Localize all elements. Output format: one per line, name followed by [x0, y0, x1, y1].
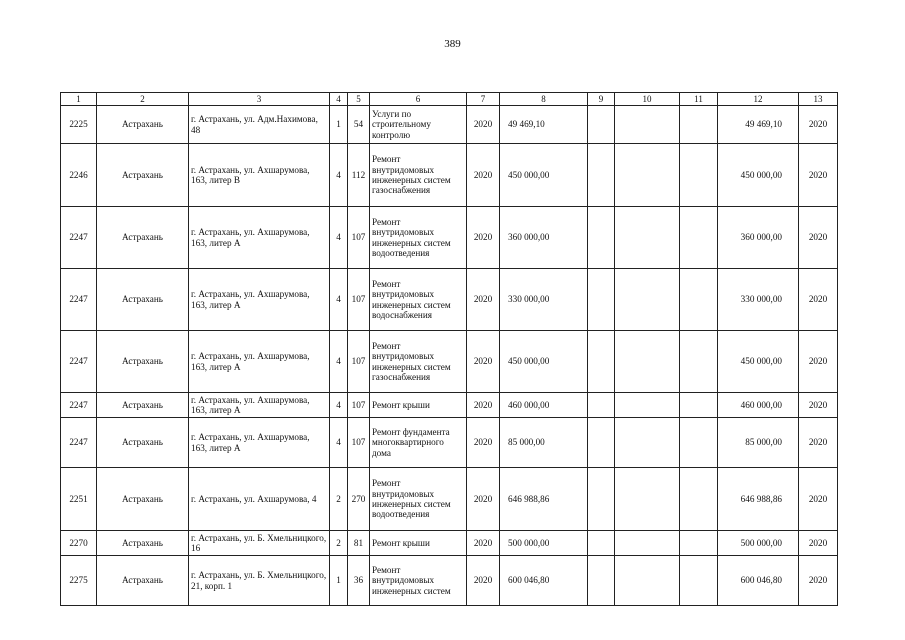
table-cell-col-11 — [680, 144, 718, 207]
table-cell-col-11 — [680, 418, 718, 468]
table-cell-col-12: 600 046,80 — [718, 556, 799, 606]
table-cell-col-1: 2251 — [61, 468, 97, 531]
table-cell-col-1: 2275 — [61, 556, 97, 606]
table-cell-col-10 — [615, 418, 680, 468]
table-cell-col-11 — [680, 106, 718, 144]
header-row — [61, 93, 838, 106]
column-header-11: 11 — [680, 93, 718, 106]
table-cell-col-6: Ремонт фундамента многоквартирного дома — [370, 418, 467, 468]
table-row — [61, 556, 838, 606]
table-cell-col-1: 2247 — [61, 269, 97, 331]
table-cell-col-3: г. Астрахань, ул. Ахшарумова, 4 — [189, 468, 330, 531]
table-cell-col-8: 450 000,00 — [500, 331, 588, 393]
table-cell-col-13: 2020 — [799, 556, 838, 606]
table-cell-col-6: Ремонт внутридомовых инженерных систем водоснабжения — [370, 269, 467, 331]
table-row — [61, 418, 838, 468]
table-cell-col-10 — [615, 531, 680, 556]
column-header-10: 10 — [615, 93, 680, 106]
table-cell-col-7: 2020 — [467, 418, 500, 468]
table-row — [61, 106, 838, 144]
table-row — [61, 531, 838, 556]
table-cell-col-10 — [615, 106, 680, 144]
table-cell-col-13: 2020 — [799, 106, 838, 144]
table-cell-col-6: Ремонт внутридомовых инженерных систем газоснабжения — [370, 331, 467, 393]
table-cell-col-1: 2247 — [61, 331, 97, 393]
table-cell-col-6: Ремонт внутридомовых инженерных систем — [370, 556, 467, 606]
table-cell-col-3: г. Астрахань, ул. Ахшарумова, 163, литер В — [189, 144, 330, 207]
column-header-4: 4 — [330, 93, 348, 106]
table-cell-col-5: 270 — [348, 468, 370, 531]
table-cell-col-7: 2020 — [467, 531, 500, 556]
table-cell-col-6: Услуги по строительному контролю — [370, 106, 467, 144]
table-cell-col-12: 450 000,00 — [718, 331, 799, 393]
table-cell-col-7: 2020 — [467, 269, 500, 331]
table-cell-col-6: Ремонт внутридомовых инженерных систем водоотведения — [370, 468, 467, 531]
table-cell-col-3: г. Астрахань, ул. Ахшарумова, 163, литер А — [189, 269, 330, 331]
table-cell-col-13: 2020 — [799, 144, 838, 207]
table-cell-col-1: 2225 — [61, 106, 97, 144]
table-cell-col-8: 330 000,00 — [500, 269, 588, 331]
table-cell-col-8: 460 000,00 — [500, 393, 588, 418]
table-cell-col-4: 1 — [330, 106, 348, 144]
table-cell-col-9 — [588, 531, 615, 556]
table-cell-col-10 — [615, 468, 680, 531]
table-cell-col-13: 2020 — [799, 207, 838, 269]
table-cell-col-5: 107 — [348, 207, 370, 269]
table-cell-col-9 — [588, 418, 615, 468]
table-cell-col-2: Астрахань — [97, 331, 189, 393]
table-cell-col-13: 2020 — [799, 531, 838, 556]
table-cell-col-10 — [615, 556, 680, 606]
table-cell-col-11 — [680, 531, 718, 556]
table-cell-col-9 — [588, 556, 615, 606]
table-cell-col-10 — [615, 144, 680, 207]
table-cell-col-5: 107 — [348, 269, 370, 331]
column-header-12: 12 — [718, 93, 799, 106]
table-cell-col-9 — [588, 269, 615, 331]
column-header-2: 2 — [97, 93, 189, 106]
table-cell-col-3: г. Астрахань, ул. Б. Хмельницкого, 16 — [189, 531, 330, 556]
table-cell-col-3: г. Астрахань, ул. Адм.Нахимова, 48 — [189, 106, 330, 144]
table-cell-col-5: 107 — [348, 418, 370, 468]
table-cell-col-1: 2246 — [61, 144, 97, 207]
table-cell-col-3: г. Астрахань, ул. Ахшарумова, 163, литер А — [189, 331, 330, 393]
table-cell-col-7: 2020 — [467, 393, 500, 418]
table-cell-col-2: Астрахань — [97, 106, 189, 144]
table-cell-col-4: 2 — [330, 531, 348, 556]
column-header-13: 13 — [799, 93, 838, 106]
table-cell-col-1: 2247 — [61, 393, 97, 418]
table-cell-col-5: 36 — [348, 556, 370, 606]
table-cell-col-2: Астрахань — [97, 393, 189, 418]
table-cell-col-4: 4 — [330, 144, 348, 207]
page-number: 389 — [444, 38, 461, 50]
table-cell-col-1: 2247 — [61, 207, 97, 269]
table-cell-col-3: г. Астрахань, ул. Ахшарумова, 163, литер А — [189, 207, 330, 269]
table-cell-col-5: 112 — [348, 144, 370, 207]
table-cell-col-4: 2 — [330, 468, 348, 531]
table-cell-col-2: Астрахань — [97, 468, 189, 531]
table-cell-col-8: 646 988,86 — [500, 468, 588, 531]
table-cell-col-11 — [680, 331, 718, 393]
table-cell-col-3: г. Астрахань, ул. Ахшарумова, 163, литер А — [189, 393, 330, 418]
table-cell-col-4: 4 — [330, 207, 348, 269]
table-cell-col-13: 2020 — [799, 331, 838, 393]
table-cell-col-10 — [615, 331, 680, 393]
table-cell-col-3: г. Астрахань, ул. Б. Хмельницкого, 21, корп. 1 — [189, 556, 330, 606]
table-cell-col-11 — [680, 207, 718, 269]
table-cell-col-6: Ремонт внутридомовых инженерных систем газоснабжения — [370, 144, 467, 207]
table-row — [61, 393, 838, 418]
table-cell-col-8: 85 000,00 — [500, 418, 588, 468]
table-cell-col-11 — [680, 269, 718, 331]
table-cell-col-12: 85 000,00 — [718, 418, 799, 468]
table-cell-col-10 — [615, 207, 680, 269]
column-header-7: 7 — [467, 93, 500, 106]
table-cell-col-11 — [680, 393, 718, 418]
table-cell-col-5: 81 — [348, 531, 370, 556]
table-cell-col-11 — [680, 556, 718, 606]
table-cell-col-12: 460 000,00 — [718, 393, 799, 418]
table-cell-col-9 — [588, 468, 615, 531]
table-cell-col-9 — [588, 331, 615, 393]
table-cell-col-13: 2020 — [799, 269, 838, 331]
column-header-9: 9 — [588, 93, 615, 106]
table-cell-col-8: 360 000,00 — [500, 207, 588, 269]
table-cell-col-4: 4 — [330, 331, 348, 393]
table-cell-col-6: Ремонт крыши — [370, 393, 467, 418]
table-cell-col-3: г. Астрахань, ул. Ахшарумова, 163, литер А — [189, 418, 330, 468]
table-cell-col-12: 450 000,00 — [718, 144, 799, 207]
table-cell-col-9 — [588, 207, 615, 269]
table-cell-col-10 — [615, 269, 680, 331]
column-header-3: 3 — [189, 93, 330, 106]
table-cell-col-1: 2247 — [61, 418, 97, 468]
table-cell-col-1: 2270 — [61, 531, 97, 556]
table-cell-col-12: 360 000,00 — [718, 207, 799, 269]
table-cell-col-7: 2020 — [467, 468, 500, 531]
table-row — [61, 144, 838, 207]
table-cell-col-4: 4 — [330, 418, 348, 468]
column-header-5: 5 — [348, 93, 370, 106]
table-cell-col-7: 2020 — [467, 331, 500, 393]
table-cell-col-6: Ремонт крыши — [370, 531, 467, 556]
table-cell-col-7: 2020 — [467, 144, 500, 207]
table-cell-col-7: 2020 — [467, 106, 500, 144]
table-cell-col-8: 500 000,00 — [500, 531, 588, 556]
table-cell-col-6: Ремонт внутридомовых инженерных систем водоотведения — [370, 207, 467, 269]
table-cell-col-2: Астрахань — [97, 531, 189, 556]
table-cell-col-5: 107 — [348, 393, 370, 418]
table-cell-col-12: 500 000,00 — [718, 531, 799, 556]
table-cell-col-12: 646 988,86 — [718, 468, 799, 531]
table-cell-col-2: Астрахань — [97, 418, 189, 468]
table-cell-col-7: 2020 — [467, 556, 500, 606]
table-cell-col-10 — [615, 393, 680, 418]
table-cell-col-13: 2020 — [799, 468, 838, 531]
table-cell-col-12: 49 469,10 — [718, 106, 799, 144]
table-cell-col-9 — [588, 106, 615, 144]
table-cell-col-2: Астрахань — [97, 207, 189, 269]
table-cell-col-11 — [680, 468, 718, 531]
table-cell-col-13: 2020 — [799, 393, 838, 418]
table-cell-col-13: 2020 — [799, 418, 838, 468]
table-cell-col-8: 450 000,00 — [500, 144, 588, 207]
table-cell-col-4: 1 — [330, 556, 348, 606]
table-cell-col-2: Астрахань — [97, 556, 189, 606]
table-cell-col-2: Астрахань — [97, 269, 189, 331]
table-cell-col-5: 107 — [348, 331, 370, 393]
register-table — [60, 92, 838, 606]
column-header-1: 1 — [61, 93, 97, 106]
table-row — [61, 207, 838, 269]
column-header-6: 6 — [370, 93, 467, 106]
table-cell-col-8: 600 046,80 — [500, 556, 588, 606]
table-cell-col-4: 4 — [330, 269, 348, 331]
table-cell-col-9 — [588, 393, 615, 418]
table-cell-col-9 — [588, 144, 615, 207]
table-cell-col-8: 49 469,10 — [500, 106, 588, 144]
table-row — [61, 331, 838, 393]
table-cell-col-5: 54 — [348, 106, 370, 144]
table-row — [61, 269, 838, 331]
table-cell-col-4: 4 — [330, 393, 348, 418]
table-cell-col-7: 2020 — [467, 207, 500, 269]
column-header-8: 8 — [500, 93, 588, 106]
table-cell-col-2: Астрахань — [97, 144, 189, 207]
table-cell-col-12: 330 000,00 — [718, 269, 799, 331]
table-row — [61, 468, 838, 531]
